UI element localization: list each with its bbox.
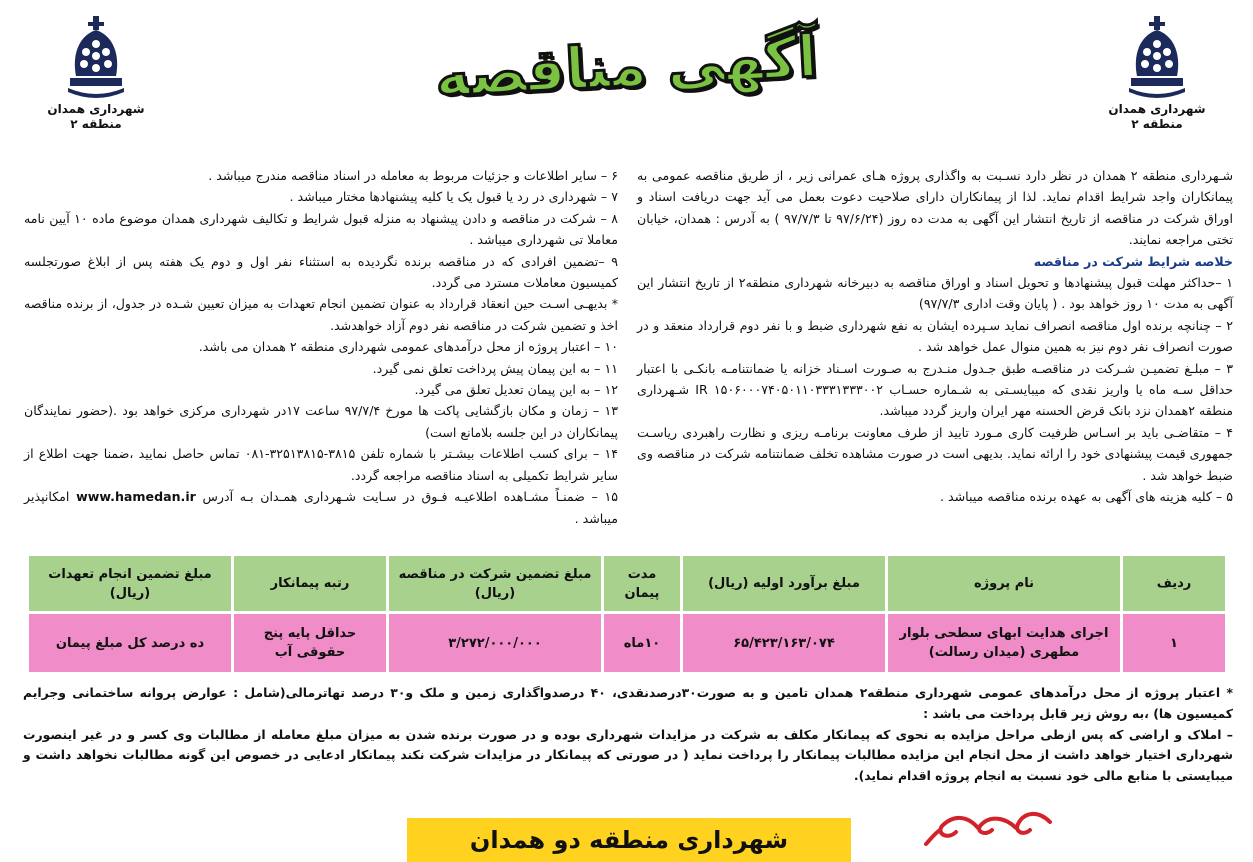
- cell-row-number: ۱: [1123, 614, 1225, 672]
- footer-banner: [407, 818, 851, 862]
- logo-org-name: شهرداری همدان: [1108, 102, 1206, 116]
- signature: [920, 800, 1060, 854]
- table-row: [29, 614, 1225, 672]
- left-column: [24, 165, 618, 529]
- condition-item-4: ۴ – متقاضـی باید بر اسـاس ظرفیت کاری مـورد تایید از طرف معاونت برنامـه ریزی و نظارت راهبردی ریاسـت جمهوری قیمت پیشنهادی خود را ارائه نماید. بدیهی است در صورت مشاهده تخلف ضمانتنامه شرکت در مناقصه وی ضبط خواهد شد .: [637, 424, 1233, 483]
- condition-item-3: ۳ – مبلـغ تضمیـن شـرکت در مناقصـه طبق جـدول منـدرج به صـورت اسـناد خزانه یا ضمانتنامـه بانکـی با اعتبار حداقل سـه ماه یا واریز نقدی که میبایسـتی به شـماره حسـاب IR ۱۵۰۶۰۰۰۷۴۰۵۰۱۱۰۳۳۳۱۳۳۳۰۰۲ شـهرداری منطقه ۲همدان نزد بانک قرض الحسنه مهر ایران واریز گردد میباشد.: [637, 360, 1234, 419]
- col-header-bid-guarantee: مبلغ تضمین شرکت در مناقصه (ریال): [389, 556, 601, 611]
- cell-project-name: اجرای هدایت ابهای سطحی بلوار مطهری (میدان رسالت): [888, 614, 1120, 672]
- logo-zone-label: منطقه ۲: [70, 117, 122, 131]
- cell-estimate: ۶۵/۴۲۳/۱۶۳/۰۷۴: [683, 614, 885, 672]
- col-header-row-number: ردیف: [1123, 556, 1225, 611]
- condition-item-10: ۱۰ – اعتبار پروژه از محل درآمدهای عمومی شهرداری منطقه ۲ همدان می باشد.: [198, 339, 618, 355]
- condition-item-12: ۱۲ – به این پیمان تعدیل تعلق می گیرد.: [414, 382, 618, 398]
- payment-note-2: – املاک و اراضی که پس ازطی مراحل مزایده به نحوی که پیمانکار مکلف به شرکت در مزایدات شهرداری بوده و در صورت برنده شدن به میزان مبلغ معامله از مطالبات وی کسر و در غیر اینصورت شهرداری اختیار خواهد داشت از محل انجام این مزایده مطالبات پیمانکار را پرداخت نماید ( در صورتی که پیمانکار در مزایدات شرکت نکند پیمانکار ادعایی در خصوص این گونه مطالبات نخواهد داشت و میبایستی با منابع مالی خود نسبت به انجام پروژه اقدام نماید).: [23, 726, 1233, 784]
- condition-item-6: ۶ – سایر اطلاعات و جزئیات مربوط به معامله در اسناد مناقصه مندرج میباشد .: [208, 168, 618, 183]
- item-15-tail: امکانپذیر میباشد .: [24, 489, 618, 526]
- conditions-subheading: خلاصه شرایط شرکت در مناقصه: [1033, 253, 1233, 269]
- table-header-row: [29, 556, 1225, 611]
- cell-performance-guarantee: ده درصد کل مبلغ پیمان: [29, 614, 231, 672]
- condition-item-1: ۱ –حداکثر مهلت قبول پیشنهادها و تحویل اسناد و اوراق مناقصه به دبیرخانه شهرداری منطقه۲ از تاریخ انتشار این آگهی به مدت ۱۰ روز خواهد بود . ( پایان وقت اداری ۹۷/۷/۳): [637, 275, 1233, 312]
- condition-item-14: ۱۴ – برای کسب اطلاعات بیشـتر با شماره تلفن ۳۸۱۵-۳۲۵۱۳۸۱۵-۰۸۱ تماس حاصل نمایید ،ضمنا جهت اطلاع از سایر شرایط تکمیلی به اسناد مناقصه مراجعه گردد.: [24, 446, 619, 483]
- condition-item-15: [24, 486, 618, 529]
- condition-item-8: ۸ – شرکت در مناقصه و دادن پیشنهاد به منزله قبول شرایط و تکالیف شهرداری همدان موضوع ماده ۱۰ آیین نامه معاملا تی شهرداری میباشد .: [24, 210, 618, 248]
- col-header-performance-guarantee: مبلغ تضمین انجام تعهدات (ریال): [29, 556, 231, 611]
- cell-duration: ۱۰ماه: [604, 614, 680, 672]
- payment-note-1: * اعتبار پروژه از محل درآمدهای عمومی شهرداری منطقه۲ همدان تامین و به صورت۳۰درصدنقدی، ۴۰ درصدواگذاری زمین و ملک و۳۰ درصد تهاترمالی(شامل : عوارض پروانه ساختمانی وجرایم کمیسیون ها) ،به روش زیر قابل پرداخت می باشد :: [23, 685, 1234, 721]
- condition-item-13: ۱۳ – زمان و مکان بازگشایی پاکت ها مورخ ۹۷/۷/۴ ساعت ۱۷در شهرداری مرکزی خواهد بود .(حضور نمایندگان پیمانکاران در این جلسه بلامانع است): [24, 403, 618, 440]
- col-header-duration: مدت پیمان: [604, 556, 680, 611]
- signature-icon: [920, 800, 1060, 850]
- condition-item-5: ۵ – کلیه هزینه های آگهی به عهده برنده مناقصه میباشد .: [940, 489, 1233, 505]
- col-header-estimate: مبلغ برآورد اولیه (ریال): [683, 556, 885, 611]
- payment-notes: [23, 683, 1233, 787]
- cell-bid-guarantee: ۳/۲۷۲/۰۰۰/۰۰۰: [389, 614, 601, 672]
- footer-org-name: شهرداری منطقه دو همدان: [469, 826, 789, 854]
- intro-paragraph: شـهرداری منطقه ۲ همدان در نظر دارد نسـبت به واگذاری پروژه هـای عمرانی زیر ، از طریق مناقصه عمومی به پیمانکاران واجد شرایط اقدام نماید. لذا از پیمانکاران دارای صلاحیت دعوت بعمل می آید جهت دریافت اسناد و اوراق شرکت در مناقصه از تاریخ انتشار این آگهی به مدت ده روز (۹۷/۶/۲۴ تا ۹۷/۷/۳ ) به آدرس : همدان، خیابان تختی مراجعه نمایند.: [637, 168, 1233, 248]
- title-text: آگهی مناقصه: [433, 22, 820, 110]
- condition-item-7: ۷ – شهرداری در رد یا قبول یک یا کلیه پیشنهادها مختار میباشد .: [289, 189, 618, 205]
- condition-item-9: ۹ –تضمین افرادی که در مناقصه برنده نگردیده به استثناء نفر اول و دوم یک هفته پس از ابلاغ صورتجلسه کمیسیون معاملات مسترد می گردد.: [24, 253, 618, 291]
- right-column: [637, 165, 1233, 508]
- item-15-text: ۱۵ – ضمنـاً مشـاهده اطلاعیـه فـوق در سـایت شـهرداری همـدان بـه آدرس: [202, 489, 618, 505]
- guarantee-note: * بدیهـی اسـت حین انعقاد قرارداد به عنوان تضمین انجام تعهدات به میزان تعیین شـده در جدول، از برنده مناقصه اخذ و تضمین شرکت در مناقصه نفر دوم آزاد خواهدشد.: [24, 296, 618, 333]
- col-header-project-name: نام پروژه: [888, 556, 1120, 611]
- tender-table: [26, 553, 1228, 675]
- condition-item-2: ۲ – چنانچه برنده اول مناقصه انصراف نماید سـپرده ایشان به نفع شهرداری ضبط و با نفر دوم قرارداد منعقد و در صورت انصراف نفر دوم نیز به همین منوال عمل خواهد شد .: [637, 317, 1233, 355]
- logo-zone-label: منطقه ۲: [1131, 117, 1183, 131]
- cell-contractor-grade: حداقل پایه پنج حقوقی آب: [234, 614, 386, 672]
- logo-org-name: شهرداری همدان: [47, 102, 145, 116]
- col-header-contractor-grade: رتبه پیمانکار: [234, 556, 386, 611]
- website-link[interactable]: www.hamedan.ir: [76, 489, 196, 505]
- condition-item-11: ۱۱ – به این پیمان پیش پرداخت تعلق نمی گیرد.: [372, 360, 618, 376]
